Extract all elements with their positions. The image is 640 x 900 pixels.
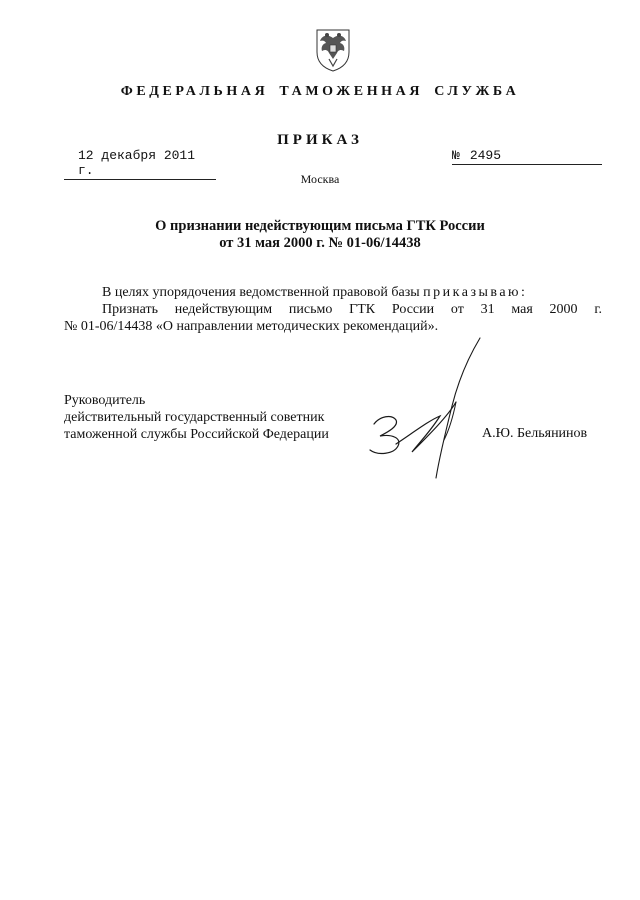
signatory-position xyxy=(64,392,329,443)
intro-colon: : xyxy=(521,285,525,300)
handwritten-signature-icon xyxy=(352,332,492,482)
body-text xyxy=(64,284,602,335)
order-date: 12 декабря 2011 г. xyxy=(64,148,216,180)
signatory-name: А.Ю. Бельянинов xyxy=(482,426,588,441)
intro-paragraph xyxy=(64,284,602,301)
agency-name: ФЕДЕРАЛЬНАЯ ТАМОЖЕННАЯ СЛУЖБА xyxy=(120,84,520,99)
title-line-1: О признании недействующим письма ГТК России xyxy=(155,218,485,234)
position-line-1: Руководитель xyxy=(64,393,146,408)
title-line-2: от 31 мая 2000 г. № 01-06/14438 xyxy=(219,235,421,251)
emblem-icon xyxy=(314,26,352,72)
document-type: ПРИКАЗ xyxy=(277,132,363,148)
order-paragraph-line-1: Признать недействующим письмо ГТК России от 31 мая 2000 г. xyxy=(102,302,602,317)
order-number: 2495 xyxy=(469,148,502,163)
position-line-3: таможенной службы Российской Федерации xyxy=(64,427,329,442)
document-title xyxy=(100,218,540,252)
order-word: приказываю xyxy=(423,285,521,300)
order-number-field xyxy=(452,148,602,165)
position-line-2: действительный государственный советник xyxy=(64,410,325,425)
intro-text: В целях упорядочения ведомственной правовой базы xyxy=(102,285,420,300)
city: Москва xyxy=(300,172,340,186)
number-sign: № xyxy=(452,148,460,163)
order-paragraph-line-2: № 01-06/14438 «О направлении методических рекомендаций». xyxy=(64,319,439,334)
